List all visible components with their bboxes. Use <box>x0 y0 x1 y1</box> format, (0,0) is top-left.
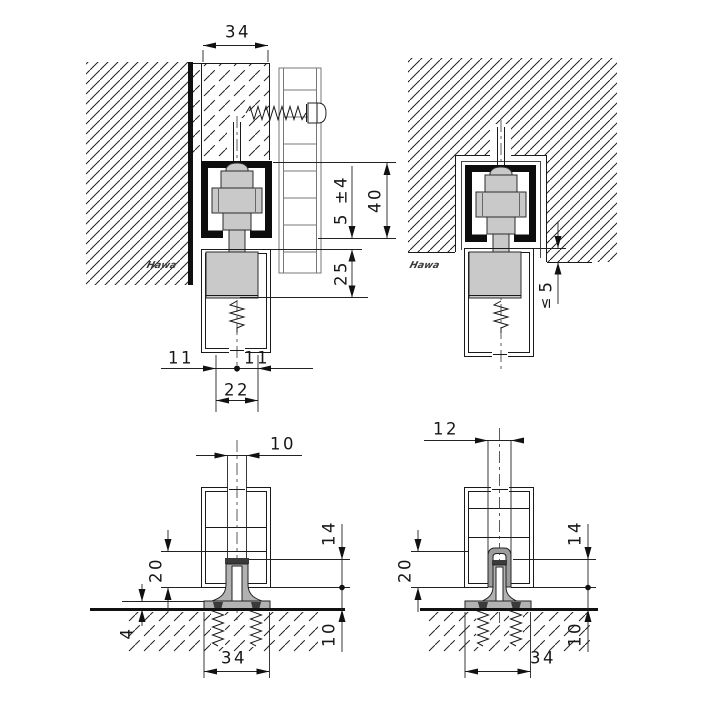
dim-label-base-width: 34 <box>530 648 556 668</box>
dim-label-width-top: 34 <box>225 22 251 42</box>
dim-label-engagement: 14 <box>565 520 585 546</box>
hawa-logo: Hawa <box>145 260 178 271</box>
dim-label-floor-gap: 10 <box>319 621 339 647</box>
dim-label-gap-operator: ≤ <box>538 296 554 310</box>
dim-label-base-width: 34 <box>221 648 247 668</box>
dim-label-groove-width: 10 <box>270 434 296 454</box>
dim-label-groove-depth: 20 <box>395 557 415 583</box>
dim-label-floor-gap: 10 <box>565 621 585 647</box>
dim-label-groove-width: 12 <box>433 419 459 439</box>
dim-label-groove-depth: 20 <box>146 557 166 583</box>
hawa-logo: Hawa <box>408 260 441 271</box>
fascia-board <box>279 68 321 273</box>
dim-label-plate-depth: 25 <box>331 260 351 286</box>
dim-label-track-height: 40 <box>365 187 385 213</box>
ceiling-hatch <box>408 58 617 155</box>
wall-hatch <box>86 62 188 285</box>
dim-label-adjustment: 5 ±4 <box>331 174 351 226</box>
dim-label-engagement: 14 <box>319 520 339 546</box>
dim-label-bolt-spacing: 22 <box>224 380 250 400</box>
dim-label-base-height: 4 <box>117 626 137 640</box>
dim-label-gap-value: 5 <box>536 279 556 293</box>
dim-label-offset-right: 11 <box>244 348 270 368</box>
dim-label-offset-left: 11 <box>168 348 194 368</box>
guide-base-plate <box>465 601 531 609</box>
